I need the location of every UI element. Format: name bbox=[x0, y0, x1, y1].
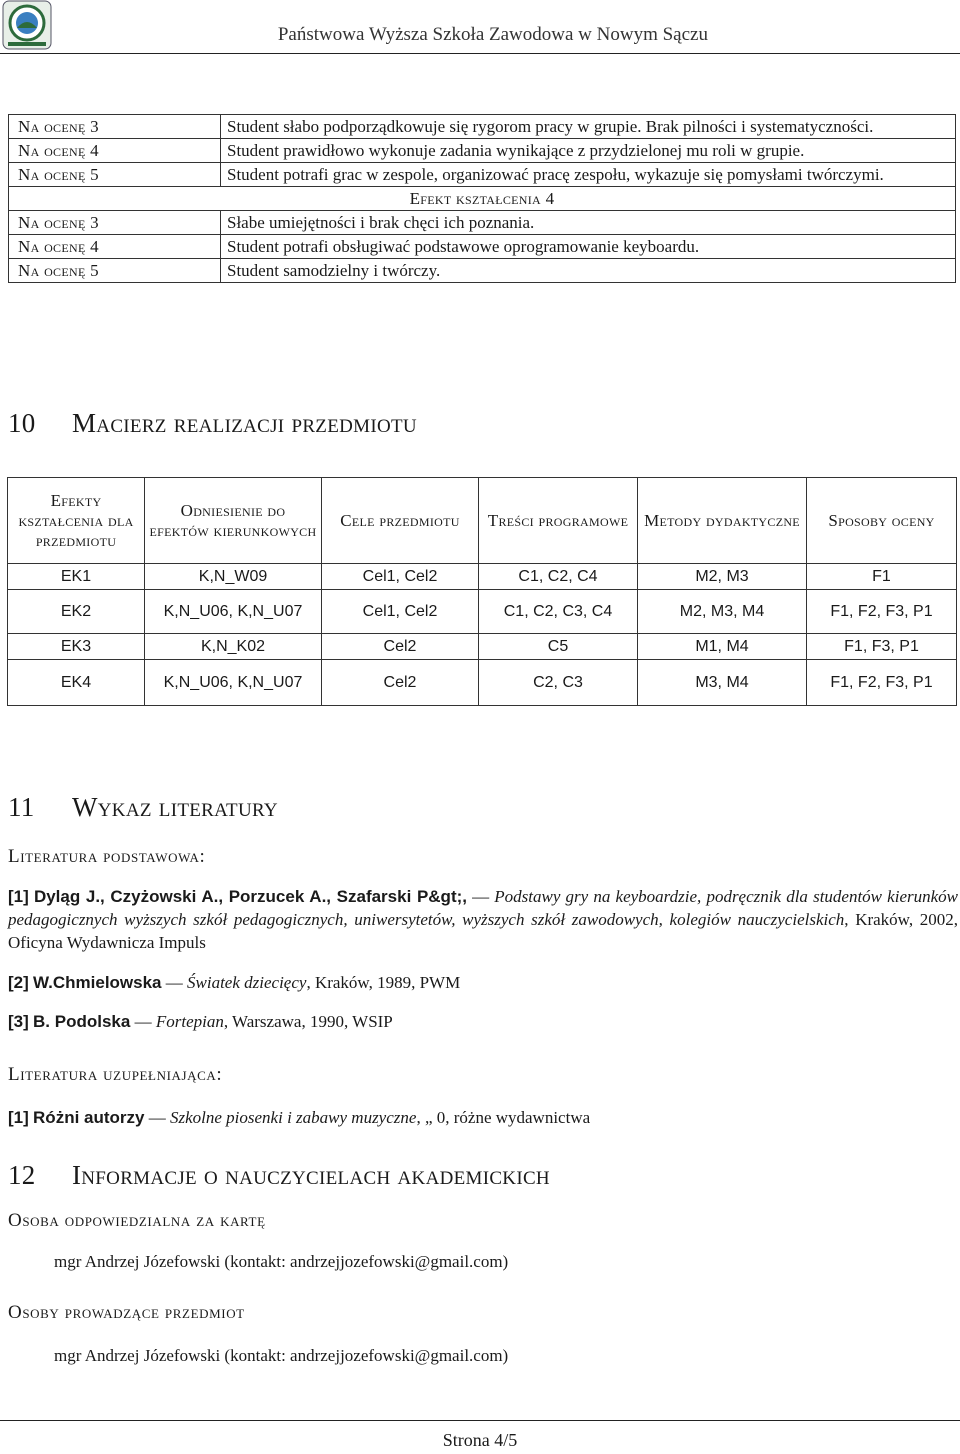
basic-literature-heading: Literatura podstawowa: bbox=[8, 846, 206, 867]
column-header: Cele przedmiotu bbox=[322, 478, 479, 564]
table-row bbox=[9, 139, 956, 163]
column-header: Efekty kształcenia dla przedmiotu bbox=[8, 478, 145, 564]
grade-label: Na ocenę 4 bbox=[9, 235, 221, 259]
grade-label: Na ocenę 4 bbox=[9, 139, 221, 163]
ref-title: Fortepian bbox=[155, 1012, 224, 1031]
table-row bbox=[8, 564, 957, 590]
ref-details: , Warszawa, 1990, WSIP bbox=[223, 1012, 393, 1031]
table-cell: M1, M4 bbox=[638, 634, 807, 660]
grade-label: Na ocenę 3 bbox=[9, 211, 221, 235]
column-header: Metody dydaktyczne bbox=[638, 478, 807, 564]
footer-rule bbox=[0, 1420, 960, 1421]
grade-label: Na ocenę 5 bbox=[9, 259, 221, 283]
grade-text: Student potrafi grac w zespole, organizować pracę zespołu, wykazuje się pomysłami twórczymi. bbox=[221, 163, 956, 187]
university-logo bbox=[2, 0, 52, 50]
ref-number: [2] bbox=[8, 973, 29, 992]
table-cell: C5 bbox=[479, 634, 638, 660]
section-title: Macierz realizacji przedmiotu bbox=[72, 408, 417, 438]
table-row bbox=[9, 235, 956, 259]
grade-text: Student potrafi obsługiwać podstawowe oprogramowanie keyboardu. bbox=[221, 235, 956, 259]
ref-number: [3] bbox=[8, 1012, 29, 1031]
table-cell: EK1 bbox=[8, 564, 145, 590]
supplementary-literature-heading: Literatura uzupełniająca: bbox=[8, 1064, 223, 1085]
table-cell: M3, M4 bbox=[638, 660, 807, 706]
responsible-person-text: mgr Andrzej Józefowski (kontakt: andrzejjozefowski@gmail.com) bbox=[54, 1252, 509, 1271]
ref-dash: — bbox=[165, 973, 183, 992]
table-cell: C1, C2, C4 bbox=[479, 564, 638, 590]
ref-number: [1] bbox=[8, 887, 29, 906]
table-row bbox=[9, 115, 956, 139]
grade-label: Na ocenę 3 bbox=[9, 115, 221, 139]
section-heading-11 bbox=[8, 792, 278, 823]
ref-authors: Dyląg J., Czyżowski A., Porzucek A., Szafarski P&gt;, bbox=[33, 887, 467, 906]
section-heading-10 bbox=[8, 408, 417, 439]
section-title: Wykaz literatury bbox=[72, 792, 278, 822]
table-cell: F1, F2, F3, P1 bbox=[807, 660, 957, 706]
reference-item bbox=[8, 1106, 958, 1129]
ref-number: [1] bbox=[8, 1108, 29, 1127]
ref-details: , Kraków, 1989, PWM bbox=[306, 973, 461, 992]
section-number: 12 bbox=[8, 1160, 36, 1190]
table-cell: EK3 bbox=[8, 634, 145, 660]
ref-authors: B. Podolska bbox=[33, 1012, 131, 1031]
page-number: Strona 4/5 bbox=[442, 1430, 518, 1450]
grade-text: Student prawidłowo wykonuje zadania wynikające z przydzielonej mu roli w grupie. bbox=[221, 139, 956, 163]
ref-title: Szkolne piosenki i zabawy muzyczne bbox=[169, 1108, 417, 1127]
grade-text: Student słabo podporządkowuje się rygorom pracy w grupie. Brak pilności i systematyczności. bbox=[221, 115, 956, 139]
table-cell: M2, M3 bbox=[638, 564, 807, 590]
table-row bbox=[9, 187, 956, 211]
table-cell: K,N_K02 bbox=[145, 634, 322, 660]
table-cell: C2, C3 bbox=[479, 660, 638, 706]
section-heading-12 bbox=[8, 1160, 550, 1191]
ref-title: Światek dziecięcy bbox=[187, 973, 307, 992]
header-title: Państwowa Wyższa Szkoła Zawodowa w Nowym Sączu bbox=[277, 24, 708, 45]
column-header: Sposoby oceny bbox=[807, 478, 957, 564]
ref-title: Podstawy gry na keyboardzie, podręcznik dla studentów kierunków pedagogicznych wyższych szkół pedagogicznych, uniwersytetów, wyższych szkół zawodowych, kolegiów nauczycielskich bbox=[8, 887, 958, 929]
table-cell: EK4 bbox=[8, 660, 145, 706]
table-row bbox=[9, 163, 956, 187]
matrix-table bbox=[7, 477, 957, 706]
table-row bbox=[8, 660, 957, 706]
ref-details: , Kraków, 2002, Oficyna Wydawnicza Impuls bbox=[8, 910, 959, 952]
table-cell: C1, C2, C3, C4 bbox=[479, 590, 638, 634]
column-header: Treści programowe bbox=[479, 478, 638, 564]
column-header: Odniesienie do efektów kierunkowych bbox=[145, 478, 322, 564]
section-number: 11 bbox=[8, 792, 35, 822]
effect-heading: Efekt kształcenia 4 bbox=[9, 187, 956, 211]
grade-label: Na ocenę 5 bbox=[9, 163, 221, 187]
ref-authors: W.Chmielowska bbox=[33, 973, 162, 992]
table-cell: F1, F3, P1 bbox=[807, 634, 957, 660]
table-row bbox=[8, 634, 957, 660]
reference-item bbox=[8, 885, 958, 954]
grade-text: Słabe umiejętności i brak chęci ich poznania. bbox=[221, 211, 956, 235]
ref-dash: — bbox=[472, 887, 490, 906]
table-cell: K,N_U06, K,N_U07 bbox=[145, 660, 322, 706]
grade-text: Student samodzielny i twórczy. bbox=[221, 259, 956, 283]
table-header-row bbox=[8, 478, 957, 564]
table-cell: Cel1, Cel2 bbox=[322, 564, 479, 590]
table-cell: K,N_U06, K,N_U07 bbox=[145, 590, 322, 634]
header-rule bbox=[0, 53, 960, 54]
ref-details: , „ 0, różne wydawnictwa bbox=[416, 1108, 591, 1127]
table-cell: K,N_W09 bbox=[145, 564, 322, 590]
responsible-person-heading: Osoba odpowiedzialna za kartę bbox=[8, 1210, 266, 1231]
table-row bbox=[9, 259, 956, 283]
table-cell: Cel2 bbox=[322, 660, 479, 706]
table-row bbox=[8, 590, 957, 634]
reference-item bbox=[8, 1010, 958, 1033]
ref-dash: — bbox=[134, 1012, 152, 1031]
lecturers-text: mgr Andrzej Józefowski (kontakt: andrzejjozefowski@gmail.com) bbox=[54, 1346, 509, 1365]
table-cell: M2, M3, M4 bbox=[638, 590, 807, 634]
table-cell: EK2 bbox=[8, 590, 145, 634]
table-cell: F1, F2, F3, P1 bbox=[807, 590, 957, 634]
lecturers-heading: Osoby prowadzące przedmiot bbox=[8, 1302, 245, 1323]
table-cell: Cel2 bbox=[322, 634, 479, 660]
table-row bbox=[9, 211, 956, 235]
ref-dash: — bbox=[148, 1108, 166, 1127]
table-cell: Cel1, Cel2 bbox=[322, 590, 479, 634]
section-title: Informacje o nauczycielach akademickich bbox=[72, 1160, 550, 1190]
ref-authors: Różni autorzy bbox=[33, 1108, 145, 1127]
section-number: 10 bbox=[8, 408, 36, 438]
grading-table bbox=[8, 114, 956, 283]
reference-item bbox=[8, 971, 958, 994]
table-cell: F1 bbox=[807, 564, 957, 590]
